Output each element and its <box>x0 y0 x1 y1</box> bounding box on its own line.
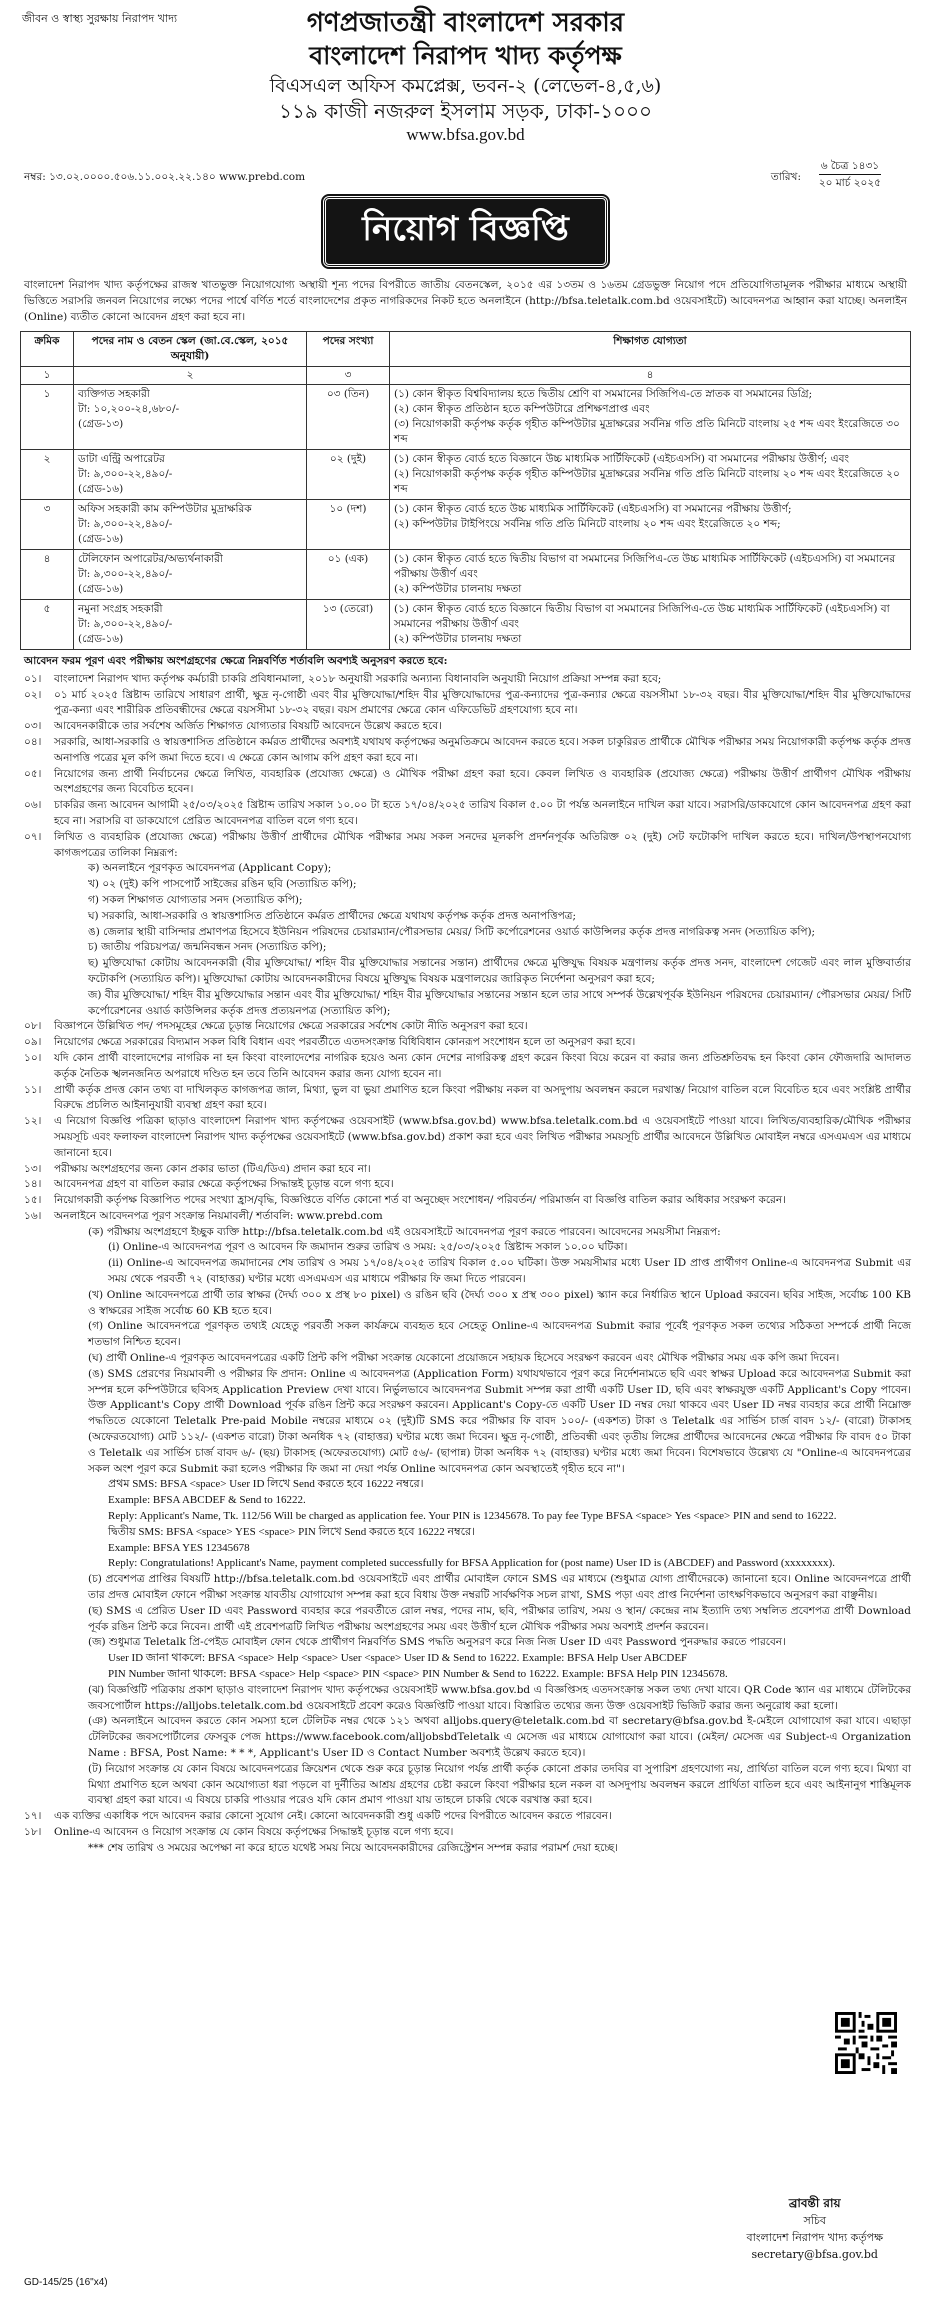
qualification-item: (২) কম্পিউটার চালনায় দক্ষতা <box>394 633 522 645</box>
condition-number <box>20 1604 54 1636</box>
condition-text: Reply: Applicant's Name, Tk. 112/56 Will be charged as application fee. Your PIN is 12345678. To pay fee Type BFSA <space> Yes <space> PIN and send to 16222. <box>108 1510 837 1523</box>
condition-text: (ii) Online-এ আবেদনপত্র জমাদানের শেষ তারিখ ও সময় ১৭/০৪/২০২৫ তারিখ বিকাল ৫.০০ ঘটিকা। উক্ত সময়সীমার মধ্যে User ID প্রাপ্ত প্রার্থীগণ Online-এ আবেদনপত্র Submit এর সময় থেকে পরবর্তী ৭২ (বাহাত্তর) ঘণ্টার মধ্যে এসএমএস এর মাধ্যমে পরীক্ষার ফি জমা দিতে পারবেন। <box>108 1257 911 1286</box>
posts-table <box>20 331 911 650</box>
condition-number: ০৪। <box>24 735 42 748</box>
qr-code[interactable] <box>835 2012 897 2074</box>
qualification-item: (১) কোন স্বীকৃত বোর্ড হতে বিজ্ঞানে দ্বিতীয় বিভাগ বা সমমানের সিজিপিএ-তে উচ্চ মাধ্যমিক সার্টিফিকেট (এইচএসসি) বা সমমানের পরীক্ষায় উত্তীর্ণ এবং <box>394 603 890 630</box>
condition-text: (ঞ) অনলাইনে আবেদন করতে কোন সমস্যা হলে টেলিটক নম্বর থেকে ১২১ অথবা alljobs.query@teletalk.com.bd বা secretary@bfsa.gov.bd ই-মেইলে যোগাযোগ করা যাবে। এছাড়া টেলিটকের জবসপোর্টালের ফেসবুক পেজ https://www.facebook.com/alljobsbdTeletalk এ মেসেজ এর মাধ্যমে যোগাযোগ করা যাবে। (মেইল/ মেসেজ এর Subject-এ Organization Name : BFSA, Post Name: * * *, Applicant's User ID ও Contact Number অবশ্যই উল্লেখ করতে হবে)। <box>88 1715 911 1759</box>
table-header-row <box>21 332 911 367</box>
condition-item <box>20 1351 911 1367</box>
qualification-item: (২) কোন স্বীকৃত প্রতিষ্ঠান হতে কম্পিউটারে প্রশিক্ষণপ্রাপ্ত এবং <box>394 403 650 415</box>
grade: (গ্রেড-১৬) <box>78 583 124 595</box>
condition-text: Reply: Congratulations! Applicant's Name, payment completed successfully for BFSA Application for (post name) User ID is (ABCDEF) and Password (xxxxxxxx). <box>108 1557 835 1570</box>
condition-number <box>20 1351 54 1367</box>
condition-number <box>20 861 54 877</box>
condition-item <box>20 1051 911 1083</box>
condition-item <box>20 1509 911 1525</box>
condition-number <box>20 925 54 941</box>
condition-item <box>20 1683 911 1715</box>
condition-text: (i) Online-এ আবেদনপত্র পূরণ ও আবেদন ফি জমাদান শুরুর তারিখ ও সময়: ২৫/০৩/২০২৫ খ্রিষ্টাব্দ সকাল ১০.০০ ঘটিকা। <box>108 1241 628 1254</box>
condition-item <box>20 798 911 830</box>
condition-item <box>20 1225 911 1241</box>
date-label: তারিখ: <box>770 171 801 183</box>
condition-number: ১১। <box>24 1083 42 1096</box>
condition-number <box>20 1288 54 1320</box>
condition-item <box>20 1209 911 1225</box>
condition-item <box>20 988 911 1020</box>
condition-number <box>20 1556 54 1572</box>
condition-item <box>20 1019 911 1035</box>
qualification-item: (১) কোন স্বীকৃত বোর্ড হতে দ্বিতীয় বিভাগ বা সমমানের সিজিপিএ-তে উচ্চ মাধ্যমিক সার্টিফিকেট (এইচএসসি) বা সমমানের পরীক্ষায় উত্তীর্ণ এবং <box>394 553 896 580</box>
condition-text: (খ) Online আবেদনপত্রে প্রার্থী তার স্বাক্ষর (দৈর্ঘ্য ৩০০ x প্রস্থ ৮০ pixel) ও রঙিন ছবি (দৈর্ঘ্য ৩০০ x প্রস্থ ৩০০ pixel) স্ক্যান করে নির্ধারিত স্থানে Upload করবেন। ছবির সাইজ, সর্বোচ্চ 100 KB ও স্বাক্ষরের সাইজ সর্বোচ্চ 60 KB হতে হবে। <box>88 1288 911 1317</box>
table-row <box>21 385 911 450</box>
qualification-item: (১) কোন স্বীকৃত বোর্ড হতে বিজ্ঞানে উচ্চ মাধ্যমিক সার্টিফিকেট (এইচএসসি) বা সমমানের পরীক্ষায় উত্তীর্ণ; এবং <box>394 453 849 465</box>
condition-item <box>20 1035 911 1051</box>
conditions-list <box>20 672 911 1857</box>
col-num: ৪ <box>390 367 911 385</box>
condition-item <box>20 1825 911 1841</box>
grade: (গ্রেড-১৬) <box>78 633 124 645</box>
condition-text: (গ) Online আবেদনপত্রে পূরণকৃত তথ্যই যেহেতু পরবর্তী সকল কার্যক্রমে ব্যবহৃত হবে সেহেতু Online-এ আবেদনপত্র Submit করার পূর্বেই পূরণকৃত সকল তথ্যের সঠিকতা সম্পর্কে প্রার্থী নিজে শতভাগ নিশ্চিত হবেন। <box>88 1320 911 1349</box>
condition-text: (ঘ) প্রার্থী Online-এ পূরণকৃত আবেদনপত্রের একটি প্রিন্ট কপি পরীক্ষা সংক্রান্ত যেকোনো প্রয়োজনে সহায়ক হিসেবে সংরক্ষণ করবেন এবং মৌখিক পরীক্ষার সময় এক কপি জমা দিবেন। <box>88 1352 840 1365</box>
condition-number: ০২। <box>24 688 42 701</box>
row-serial: ১ <box>21 385 74 450</box>
post-name: টেলিফোন অপারেটর/অভ্যর্থনাকারী <box>78 553 223 565</box>
condition-text: অনলাইনে আবেদনপত্র পূরণ সংক্রান্ত নিয়মাবলী/ শর্তাবলি: www.prebd.com <box>54 1209 383 1222</box>
condition-number: ০১। <box>24 672 42 685</box>
condition-number <box>20 1651 54 1667</box>
header-serial: ক্রমিক <box>21 332 74 367</box>
row-qualification <box>390 500 911 550</box>
gd-code: GD-145/25 (16"x4) <box>24 2277 108 2288</box>
signatory-name: ব্রাবন্তী রায় <box>788 2196 841 2210</box>
address-line-1: বিএসএল অফিস কমপ্লেক্স, ভবন-২ (লেভেল-৪,৫,৬) <box>269 75 662 97</box>
condition-number: ০৮। <box>24 1020 42 1033</box>
row-post <box>74 500 307 550</box>
condition-item <box>20 1114 911 1161</box>
condition-text: (জ) শুধুমাত্র Teletalk প্রি-পেইড মোবাইল ফোন থেকে প্রার্থীগণ নিম্নবর্ণিত SMS পদ্ধতি অনুসরণ করে নিজ নিজ User ID এবং Password পুনরুদ্ধার করতে পারবেন। <box>88 1636 786 1649</box>
row-post <box>74 385 307 450</box>
qualification-item: (২) কম্পিউটার টাইপিংয়ে সর্বনিম্ন গতি প্রতি মিনিটে বাংলায় ২০ শব্দ এবং ইংরেজিতে ২০ শব্দ; <box>394 518 781 530</box>
table-row <box>21 500 911 550</box>
pay-scale: টা: ৯,৩০০-২২,৪৯০/- <box>78 568 173 580</box>
condition-number <box>20 877 54 893</box>
condition-text: নিয়োগকারী কর্তৃপক্ষ বিজ্ঞাপিত পদের সংখ্যা হ্রাস/বৃদ্ধি, বিজ্ঞপ্তিতে বর্ণিত কোনো শর্ত বা অনুচ্ছেদ সংশোধন/ পরিবর্তন/ পরিমার্জন বা বিজ্ঞপ্তি বাতিল করার অধিকার সংরক্ষণ করেন। <box>54 1194 786 1207</box>
row-count: ০৩ (তিন) <box>307 385 390 450</box>
post-name: নমুনা সংগ্রহ সহকারী <box>78 603 163 615</box>
condition-item <box>20 877 911 893</box>
pay-scale: টা: ৯,৩০০-২২,৪৯০/- <box>78 518 173 530</box>
condition-number <box>20 1240 54 1256</box>
header-count: পদের সংখ্যা <box>307 332 390 367</box>
condition-item <box>20 1083 911 1115</box>
reference-row <box>20 152 911 192</box>
condition-text: (চ) প্রবেশপত্র প্রাপ্তির বিষয়টি http://bfsa.teletalk.com.bd ওয়েবসাইটে এবং প্রার্থীর মোবাইল ফোনে SMS এর মাধ্যমে (শুধুমাত্র যোগ্য প্রার্থীদেরকে) জানানো হবে। Online আবেদনপত্রে প্রার্থী তার প্রদত্ত মোবাইল ফোনে পরীক্ষা সংক্রান্ত যাবতীয় যোগাযোগ সম্পন্ন করা হবে বিধায় উক্ত নম্বরটি সার্বক্ষণিক সচল রাখা, SMS পড়া এবং প্রাপ্ত নির্দেশনা তাৎক্ষণিকভাবে অনুসরণ করা বাঞ্ছনীয়। <box>88 1573 911 1602</box>
row-serial: ৫ <box>21 600 74 650</box>
condition-text: যদি কোন প্রার্থী বাংলাদেশের নাগরিক না হন কিংবা বাংলাদেশের নাগরিক হয়েও অন্য কোন দেশের নাগরিকত্ব গ্রহণ করেন কিংবা বিয়ে করেন বা করার জন্য প্রতিশ্রুতিবদ্ধ হন কিংবা কোন ফৌজদারি আদালত কর্তৃক নৈতিক স্খলনজনিত অপরাধে দণ্ডিত হন তবে তিনি আবেদন করার জন্য যোগ্য হবেন না। <box>54 1051 911 1080</box>
condition-text: গ) সকল শিক্ষাগত যোগ্যতার সনদ (সত্যায়িত কপি); <box>88 893 303 906</box>
row-serial: ৩ <box>21 500 74 550</box>
condition-number <box>20 1635 54 1651</box>
notice-title: নিয়োগ বিজ্ঞপ্তি <box>323 196 608 267</box>
condition-item <box>20 1256 911 1288</box>
condition-number <box>20 956 54 988</box>
condition-item <box>20 830 911 862</box>
condition-text: ০১ মার্চ ২০২৫ খ্রিষ্টাব্দ তারিখে সাধারণ প্রার্থী, ক্ষুদ্র নৃ-গোষ্ঠী এবং বীর মুক্তিযোদ্ধা/শহিদ বীর মুক্তিযোদ্ধাদের পুত্র-কন্যাদের পুত্র-কন্যার ক্ষেত্রে বয়সসীমা ১৮-৩২ বছর। বীর মুক্তিযোদ্ধা/শহিদ বীর মুক্তিযোদ্ধাদের পুত্র-কন্যা এবং শারীরিক প্রতিবন্ধীদের ক্ষেত্রে বয়সসীমা ১৮-৩২ বছর। বয়স প্রমাণের ক্ষেত্রে কোন এফিডেভিট গ্রহণযোগ্য হবে না। <box>54 688 911 717</box>
condition-text: (ঝ) বিজ্ঞপ্তিটি পত্রিকায় প্রকাশ ছাড়াও বাংলাদেশ নিরাপদ খাদ্য কর্তৃপক্ষের ওয়েবসাইট www.bfsa.gov.bd এ বিজ্ঞপ্তিসহ এতদসংক্রান্ত সকল তথ্য দেখা যাবে। QR Code স্ক্যান এর মাধ্যমে টেলিটকের জবসপোর্টাল https://alljobs.teletalk.com.bd ওয়েবসাইটে প্রবেশ করেও বিজ্ঞপ্তিটি পাওয়া যাবে। বিস্তারিত তথ্যের জন্য উক্ত ওয়েবসাইট ভিজিট করার জন্য অনুরোধ করা হলো। <box>88 1683 911 1712</box>
condition-number <box>20 1667 54 1683</box>
condition-text: Example: BFSA ABCDEF & Send to 16222. <box>108 1494 306 1507</box>
grade: (গ্রেড-১৬) <box>78 533 124 545</box>
condition-item <box>20 1288 911 1320</box>
row-qualification <box>390 385 911 450</box>
header-qualification: শিক্ষাগত যোগ্যতা <box>390 332 911 367</box>
condition-text: বাংলাদেশ নিরাপদ খাদ্য কর্তৃপক্ষ কর্মচারী চাকরি প্রবিধানমালা, ২০১৮ অনুযায়ী সরকারি অন্যান্য বিধানাবলি অনুযায়ী নিয়োগ প্রক্রিয়া সম্পন্ন করা হবে; <box>54 672 662 685</box>
slogan: জীবন ও স্বাস্থ্য সুরক্ষায় নিরাপদ খাদ্য <box>22 12 178 25</box>
condition-number: ১০। <box>24 1051 42 1064</box>
condition-number <box>20 1256 54 1288</box>
col-num: ৩ <box>307 367 390 385</box>
pay-scale: টা: ১০,২০০-২৪,৬৮০/- <box>78 403 180 415</box>
condition-number <box>20 1367 54 1478</box>
condition-number: ১৮। <box>24 1825 42 1838</box>
condition-text: লিখিত ও ব্যবহারিক (প্রযোজ্য ক্ষেত্রে) পরীক্ষায় উত্তীর্ণ প্রার্থীদের মৌখিক পরীক্ষার সময় সকল সনদের মূলকপি প্রদর্শনপূর্বক অতিরিক্ত ০২ (দুই) সেট ফটোকপি দাখিল করতে হবে। দাখিল/উপস্থাপনযোগ্য কাগজপত্রের তালিকা নিম্নরূপ: <box>54 830 911 859</box>
qualification-item: (১) কোন স্বীকৃত বিশ্ববিদ্যালয় হতে দ্বিতীয় শ্রেণি বা সমমানের সিজিপিএ-তে স্নাতক বা সমমানের ডিগ্রি; <box>394 388 813 400</box>
condition-text: PIN Number জানা থাকলে: BFSA <space> Help <space> PIN <space> PIN Number & Send to 16222. Example: BFSA Help PIN 12345678. <box>108 1668 728 1680</box>
date-english: ২০ মার্চ ২০২৫ <box>818 177 881 189</box>
condition-item <box>20 1651 911 1667</box>
condition-item <box>20 956 911 988</box>
condition-item <box>20 1240 911 1256</box>
condition-number <box>20 1841 54 1857</box>
condition-item <box>20 688 911 720</box>
condition-item <box>20 1572 911 1604</box>
condition-item <box>20 1762 911 1809</box>
condition-item <box>20 909 911 925</box>
condition-item <box>20 1162 911 1178</box>
condition-text: ঙ) জেলার স্থায়ী বাসিন্দার প্রমাণপত্র হিসেবে ইউনিয়ন পরিষদের চেয়ারম্যান/পৌরসভার মেয়র/ সিটি কর্পোরেশনের ওয়ার্ড কাউন্সিলর কর্তৃক প্রদত্ত নাগরিকত্ব সনদ (সত্যায়িত কপি); <box>88 925 816 938</box>
condition-item <box>20 1604 911 1636</box>
condition-item <box>20 1319 911 1351</box>
condition-number <box>20 1493 54 1509</box>
date-bengali: ৬ চৈত্র ১৪৩১ <box>819 158 881 175</box>
grade: (গ্রেড-১৩) <box>78 418 124 430</box>
condition-number <box>20 1319 54 1351</box>
condition-text: পরীক্ষায় অংশগ্রহণের জন্য কোন প্রকার ভাতা (টিএ/ডিএ) প্রদান করা হবে না। <box>54 1162 371 1175</box>
condition-item <box>20 1809 911 1825</box>
condition-item <box>20 893 911 909</box>
title-wrap <box>20 196 911 267</box>
condition-item <box>20 1477 911 1493</box>
condition-number: ১৬। <box>24 1209 42 1222</box>
condition-text: আবেদনপত্র গ্রহণ বা বাতিল করার ক্ষেত্রে কর্তৃপক্ষের সিদ্ধান্তই চূড়ান্ত বলে গণ্য হবে। <box>54 1178 394 1191</box>
post-name: ডাটা এন্ট্রি অপারেটর <box>78 453 165 465</box>
condition-text: (ক) পরীক্ষায় অংশগ্রহণে ইচ্ছুক ব্যক্তি http://bfsa.teletalk.com.bd এই ওয়েবসাইটে আবেদনপত্র পূরণ করতে পারবেন। আবেদনের সময়সীমা নিম্নরূপ: <box>88 1225 721 1238</box>
row-post <box>74 600 307 650</box>
condition-number <box>20 909 54 925</box>
header-post: পদের নাম ও বেতন স্কেল (জা.বে.স্কেল, ২০১৫ অনুযায়ী) <box>74 332 307 367</box>
condition-text: জ) বীর মুক্তিযোদ্ধা/ শহিদ বীর মুক্তিযোদ্ধার সন্তান এবং বীর মুক্তিযোদ্ধা/ শহিদ বীর মুক্তিযোদ্ধার সন্তানের সন্তান হলে তার সাথে সম্পর্ক উল্লেখপূর্বক ইউনিয়ন পরিষদের চেয়ারম্যান/ পৌরসভার মেয়র/ সিটি কর্পোরেশনের ওয়ার্ড কাউন্সিলর কর্তৃক প্রদত্ত প্রত্যয়নপত্র (সত্যায়িত কপি); <box>88 988 911 1017</box>
condition-text: আবেদনকারীকে তার সর্বশেষ অর্জিত শিক্ষাগত যোগ্যতার বিষয়টি আবেদনে উল্লেখ করতে হবে। <box>54 720 442 733</box>
condition-text: বিজ্ঞাপনে উল্লিখিত পদ/ পদসমূহের ক্ষেত্রে চূড়ান্ত নিয়োগের ক্ষেত্রে সরকারের সর্বশেষ কোটা নীতি অনুসরণ করা হবে। <box>54 1020 528 1033</box>
row-count: ০১ (এক) <box>307 550 390 600</box>
table-row <box>21 550 911 600</box>
col-num: ১ <box>21 367 74 385</box>
condition-number <box>20 1541 54 1557</box>
condition-item <box>20 1493 911 1509</box>
table-number-row <box>21 367 911 385</box>
address-line-2: ১১৯ কাজী নজরুল ইসলাম সড়ক, ঢাকা-১০০০ <box>278 99 653 123</box>
condition-item <box>20 925 911 941</box>
condition-item <box>20 1177 911 1193</box>
table-row <box>21 600 911 650</box>
condition-text: (ছ) SMS এ প্রেরিত User ID এবং Password ব্যবহার করে পরবর্তীতে রোল নম্বর, পদের নাম, ছবি, পরীক্ষার তারিখ, সময় ও স্থান/ কেন্দ্রের নাম ইত্যাদি তথ্য সম্বলিত প্রবেশপত্র প্রার্থী Download পূর্বক রঙিন প্রিন্ট করে নিবেন। প্রার্থী এই প্রবেশপত্রটি লিখিত পরীক্ষায় অংশগ্রহণের সময় এবং উত্তীর্ণ হলে মৌখিক পরীক্ষার সময় অবশ্যই প্রদর্শন করবেন। <box>88 1604 911 1633</box>
condition-item <box>20 1556 911 1572</box>
condition-number: ০৯। <box>24 1036 42 1049</box>
row-count: ০২ (দুই) <box>307 450 390 500</box>
signatory-title: সচিব <box>803 2214 826 2227</box>
condition-text: ঘ) সরকারি, আধা-সরকারি ও স্বায়ত্তশাসিত প্রতিষ্ঠানে কর্মরত প্রার্থীদের ক্ষেত্রে যথাযথ কর্তৃপক্ষ কর্তৃক প্রদত্ত অনাপত্তিপত্র; <box>88 909 577 922</box>
condition-item <box>20 1714 911 1761</box>
condition-item <box>20 767 911 799</box>
condition-item <box>20 1667 911 1683</box>
condition-number <box>20 1572 54 1604</box>
post-name: ব্যক্তিগত সহকারী <box>78 388 150 400</box>
pay-scale: টা: ৯,৩০০-২২,৪৯০/- <box>78 468 173 480</box>
condition-item <box>20 735 911 767</box>
condition-text: (ঙ) SMS প্রেরণের নিয়মাবলী ও পরীক্ষার ফি প্রদান: Online এ আবেদনপত্র (Application Form) যথাযথভাবে পূরণ করে নির্দেশনামতে ছবি এবং স্বাক্ষর Upload করে আবেদনপত্র Submit করা সম্পন্ন হলে কম্পিউটারে ছবিসহ Application Preview দেখা যাবে। নির্ভুলভাবে আবেদনপত্র Submit সম্পন্ন করা প্রার্থী একটি User ID, ছবি এবং স্বাক্ষরযুক্ত একটি Applicant's Copy পাবেন। উক্ত Applicant's Copy প্রার্থী Download পূর্বক রঙিন প্রিন্ট করে সংরক্ষণ করবেন। Applicant's Copy-তে একটি User ID নম্বর দেয়া থাকবে এবং User ID নম্বর ব্যবহার করে প্রার্থী নিম্নোক্ত পদ্ধতিতে যেকোনো Teletalk Pre-paid Mobile নম্বরের মাধ্যমে ০২ (দুই)টি SMS করে পরীক্ষার ফি বাবদ ১০০/- (একশত) টাকা ও Teletalk এর সার্ভিস চার্জ বাবদ ১২/- (বারো) টাকাসহ (অফেরতযোগ্য) মোট ১১২/- (একশত বারো) টাকা অনধিক ৭২ (বাহাত্তর) ঘণ্টার মধ্যে জমা দিবেন। ক্ষুদ্র নৃ-গোষ্ঠী, প্রতিবন্ধী এবং তৃতীয় লিঙ্গের প্রার্থীদের আবেদনের ক্ষেত্রে পরীক্ষার ফি বাবদ ৫০ টাকা ও Teletalk এর সার্ভিস চার্জ বাবদ ৬/- (ছয়) টাকাসহ (অফেরতযোগ্য) মোট ৫৬/- (ছাপান্ন) টাকা অনধিক ৭২ (বাহাত্তর) ঘণ্টার মধ্যে জমা দিবেন। বিশেষভাবে উল্লেখ্য যে "Online-এ আবেদনপত্রের সকল অংশ পূরণ করে Submit করা হলেও পরীক্ষার ফি জমা না দেয়া পর্যন্ত Online আবেদনপত্র কোন অবস্থাতেই গৃহীত হবে না"। <box>88 1367 911 1475</box>
condition-text: এক ব্যক্তির একাধিক পদে আবেদন করার কোনো সুযোগ নেই। কোনো আবেদনকারী শুধু একটি পদের বিপরীতে আবেদন করতে পারবেন। <box>54 1810 612 1823</box>
condition-number <box>20 1225 54 1241</box>
qualification-item: (৩) নিয়োগকারী কর্তৃপক্ষ কর্তৃক গৃহীত কম্পিউটার মুদ্রাক্ষরের সর্বনিম্ন গতি প্রতি মিনিটে বাংলায় ২৫ শব্দ এবং ইংরেজিতে ৩০ শব্দ <box>394 418 900 445</box>
condition-text: User ID জানা থাকলে: BFSA <space> Help <space> User <space> User ID & Send to 16222. Example: BFSA Help User ABCDEF <box>108 1652 688 1665</box>
condition-text: ক) অনলাইনে পূরণকৃত আবেদনপত্র (Applicant Copy); <box>88 862 332 875</box>
condition-number <box>20 893 54 909</box>
condition-item <box>20 1367 911 1478</box>
condition-number: ০৭। <box>24 830 42 843</box>
qualification-item: (২) নিয়োগকারী কর্তৃপক্ষ কর্তৃক গৃহীত কম্পিউটার মুদ্রাক্ষরের সর্বনিম্ন গতি প্রতি মিনিটে বাংলায় ২০ শব্দ এবং ইংরেজিতে ২০ শব্দ <box>394 468 900 495</box>
condition-number: ০৫। <box>24 767 42 780</box>
table-body <box>21 385 911 650</box>
condition-item <box>20 672 911 688</box>
condition-number: ০৩। <box>24 720 42 733</box>
qualification-item: (২) কম্পিউটার চালনায় দক্ষতা <box>394 583 522 595</box>
condition-item <box>20 1525 911 1541</box>
condition-text: (ট) নিয়োগ সংক্রান্ত যে কোন বিষয়ে আবেদনপত্রের ক্রিয়েশন থেকে শুরু করে চূড়ান্ত নিয়োগ পর্যন্ত প্রার্থী কর্তৃক কোনো প্রকার তদবির বা সুপারিশ গ্রহণযোগ্য নয়, প্রার্থিতা বাতিল বলে গণ্য হবে। মিথ্যা বা মিথ্যা প্রমাণিত হলে অথবা কোন অযোগ্যতা ধরা পড়লে বা দুর্নীতির আশ্রয় গ্রহণের চেষ্টা করলে কিংবা পরীক্ষার হলে নকল বা অসদুপায় অবলম্বন করলে প্রার্থিতা বাতিল হবে এবং আইনানুগ শাস্তিমূলক ব্যবস্থা গ্রহণ করা যাবে। এ বিষয়ে চাকরি পাওয়ার পরেও যদি কোন প্রমাণ পাওয়া যায় তাহলে চাকরি থেকে বরখাস্ত করা হবে। <box>88 1762 911 1807</box>
org-title: বাংলাদেশ নিরাপদ খাদ্য কর্তৃপক্ষ <box>309 41 622 70</box>
condition-number <box>20 1714 54 1761</box>
condition-text: Example: BFSA YES 12345678 <box>108 1541 250 1554</box>
condition-number: ১৪। <box>24 1178 42 1191</box>
condition-text: সরকারি, আধা-সরকারি ও স্বায়ত্তশাসিত প্রতিষ্ঠানে কর্মরত প্রার্থীদের অবশ্যই যথাযথ কর্তৃপক্ষের অনুমতিক্রমে আবেদন করতে হবে। সকল চাকুরিরত প্রার্থীকে মৌখিক পরীক্ষার সময় নিয়োগকারী কর্তৃপক্ষ কর্তৃক প্রদত্ত অনাপত্তি পত্রের মূল কপি জমা দিতে হবে। এ ক্ষেত্রে কোন আগাম কপি গ্রহণ করা হবে না। <box>54 735 911 764</box>
condition-item <box>20 719 911 735</box>
condition-item <box>20 1541 911 1557</box>
row-serial: ২ <box>21 450 74 500</box>
conditions-heading: আবেদন ফরম পূরণ এবং পরীক্ষায় অংশগ্রহণের ক্ষেত্রে নিম্নবর্ণিত শর্তাবলি অবশ্যই অনুসরণ করতে হবে: <box>24 655 448 667</box>
row-post <box>74 550 307 600</box>
condition-text: Online-এ আবেদন ও নিয়োগ সংক্রান্ত যে কোন বিষয়ে কর্তৃপক্ষের সিদ্ধান্তই চূড়ান্ত বলে গণ্য হবে। <box>54 1825 454 1838</box>
condition-text: দ্বিতীয় SMS: BFSA <space> YES <space> PIN লিখে Send করতে হবে 16222 নম্বরে। <box>108 1525 475 1538</box>
pay-scale: টা: ৯,৩০০-২২,৪৯০/- <box>78 618 173 630</box>
govt-title: গণপ্রজাতন্ত্রী বাংলাদেশ সরকার <box>306 8 625 38</box>
condition-text: খ) ০২ (দুই) কপি পাসপোর্ট সাইজের রঙিন ছবি (সত্যায়িত কপি); <box>88 878 357 891</box>
intro-paragraph: বাংলাদেশ নিরাপদ খাদ্য কর্তৃপক্ষের রাজস্ব খাতভুক্ত নিয়োগযোগ্য অস্থায়ী শূন্য পদের বিপরীতে জাতীয় বেতনস্কেল, ২০১৫ এর ১৩তম ও ১৬তম গ্রেডভুক্ত নিয়োগ পদে প্রতিযোগিতামূলক পরীক্ষার মাধ্যমে অস্থায়ী ভিত্তিতে সরাসরি জনবল নিয়োগের লক্ষ্যে পদের পার্শ্বে বর্ণিত শর্তে বাংলাদেশের প্রকৃত নাগরিকদের নিকট হতে অনলাইনে (http://bfsa.teletalk.com.bd ওয়েবসাইটে) আবেদনপত্র আহ্বান করা যাচ্ছে। অনলাইন (Online) ব্যতীত কোনো আবেদন গ্রহণ করা হবে না। <box>24 279 907 323</box>
condition-number: ১৩। <box>24 1162 42 1175</box>
condition-text: *** শেষ তারিখ ও সময়ের অপেক্ষা না করে হাতে যথেষ্ট সময় নিয়ে আবেদনকারীদের রেজিস্ট্রেশন সম্পন্ন করার পরামর্শ দেয়া হচ্ছে। <box>88 1841 618 1854</box>
col-num: ২ <box>74 367 307 385</box>
row-post <box>74 450 307 500</box>
condition-number <box>20 940 54 956</box>
row-count: ১০ (দশ) <box>307 500 390 550</box>
condition-number <box>20 1477 54 1493</box>
condition-number: ০৬। <box>24 799 42 812</box>
table-row <box>21 450 911 500</box>
condition-number: ১৫। <box>24 1194 42 1207</box>
post-name: অফিস সহকারী কাম কম্পিউটার মুদ্রাক্ষরিক <box>78 503 252 515</box>
signatory-org: বাংলাদেশ নিরাপদ খাদ্য কর্তৃপক্ষ <box>746 2231 883 2244</box>
website[interactable]: www.bfsa.gov.bd <box>406 125 525 144</box>
condition-text: চ) জাতীয় পরিচয়পত্র/ জন্মনিবন্ধন সনদ (সত্যায়িত কপি); <box>88 941 327 954</box>
row-qualification <box>390 450 911 500</box>
row-qualification <box>390 600 911 650</box>
condition-number: ১৭। <box>24 1810 42 1823</box>
date-block <box>819 158 881 191</box>
grade: (গ্রেড-১৬) <box>78 483 124 495</box>
condition-text: প্রার্থী কর্তৃক প্রদত্ত কোন তথ্য বা দাখিলকৃত কাগজপত্র জাল, মিথ্যা, ভুল বা ভুয়া প্রমাণিত হলে কিংবা পরীক্ষায় নকল বা অসদুপায় অবলম্বন করলে দরখাস্ত/ নিয়োগ বাতিল বলে বিবেচিত হবে এবং সংশ্লিষ্ট প্রার্থীর বিরুদ্ধে প্রচলিত আইনানুযায়ী ব্যবস্থা গ্রহণ করা হবে। <box>54 1083 911 1112</box>
condition-text: নিয়োগের জন্য প্রার্থী নির্বাচনের ক্ষেত্রে লিখিত, ব্যবহারিক (প্রযোজ্য ক্ষেত্রে) ও মৌখিক পরীক্ষা গ্রহণ করা হবে। কেবল লিখিত ও ব্যবহারিক (প্রযোজ্য ক্ষেত্রে) পরীক্ষায় উত্তীর্ণ প্রার্থীগণ মৌখিক পরীক্ষায় অংশগ্রহণের জন্য বিবেচিত হবেন। <box>54 767 911 796</box>
qualification-item: (১) কোন স্বীকৃত বোর্ড হতে উচ্চ মাধ্যমিক সার্টিফিকেট (এইচএসসি) বা সমমানের পরীক্ষায় উত্তীর্ণ; <box>394 503 792 515</box>
condition-text: প্রথম SMS: BFSA <space> User ID লিখে Send করতে হবে 16222 নম্বরে। <box>108 1478 424 1491</box>
condition-item <box>20 861 911 877</box>
condition-item <box>20 1635 911 1651</box>
condition-text: নিয়োগের ক্ষেত্রে সরকারের বিদ্যমান সকল বিধি বিধান এবং পরবর্তীতে এতদসংক্রান্ত বিধিবিধান কোনরূপ সংশোধন হলে তা অনুসরণ করা হবে। <box>54 1036 636 1049</box>
condition-text: ছ) মুক্তিযোদ্ধা কোটায় আবেদনকারী (বীর মুক্তিযোদ্ধা/ শহিদ বীর মুক্তিযোদ্ধার সন্তানের সন্তান) প্রার্থীদের ক্ষেত্রে মুক্তিযুদ্ধ বিষয়ক মন্ত্রণালয় কর্তৃক প্রদত্ত সনদ, বাংলাদেশ গেজেট এবং লাল মুক্তিবার্তার ফটোকপি (সত্যায়িত কপি)। মুক্তিযোদ্ধা কোটায় আবেদনকারীদের বিষয়ে মুক্তিযুদ্ধ বিষয়ক মন্ত্রণালয়ের জারিকৃত নির্দেশনা অনুসরণ করা হবে; <box>88 957 911 985</box>
row-count: ১৩ (তেরো) <box>307 600 390 650</box>
condition-number <box>20 1683 54 1715</box>
signature-block <box>746 2195 883 2263</box>
condition-item <box>20 940 911 956</box>
condition-item <box>20 1193 911 1209</box>
row-serial: ৪ <box>21 550 74 600</box>
condition-text: এ নিয়োগ বিজ্ঞপ্তি পত্রিকা ছাড়াও বাংলাদেশ নিরাপদ খাদ্য কর্তৃপক্ষের ওয়েবসাইট (www.bfsa.gov.bd) www.bfsa.teletalk.com.bd এ ওয়েবসাইটে পাওয়া যাবে। লিখিত/ব্যবহারিক/মৌখিক পরীক্ষার সময়সূচি এবং ফলাফল বাংলাদেশ নিরাপদ খাদ্য কর্তৃপক্ষের ওয়েবসাইটে (www.bfsa.gov.bd) প্রকাশ করা হবে এবং লিখিত পরীক্ষার সময়সূচি প্রার্থীর আবেদনে উল্লিখিত মোবাইল নম্বরে এসএমএস এর মাধ্যমে জানানো হবে। <box>54 1115 911 1159</box>
condition-number <box>20 988 54 1020</box>
conditions-section <box>20 654 911 1857</box>
memo-number: নম্বর: ১৩.০২.০০০০.৫০৬.১১.০০২.২২.১৪০ www.prebd.com <box>24 171 306 183</box>
condition-number <box>20 1525 54 1541</box>
condition-text: চাকরির জন্য আবেদন আগামী ২৫/০৩/২০২৫ খ্রিষ্টাব্দ তারিখ সকাল ১০.০০ টা হতে ১৭/০৪/২০২৫ তারিখ বিকাল ৫.০০ টা পর্যন্ত অনলাইনে দাখিল করা যাবে। সরাসরি/ডাকযোগে কোন আবেদনপত্র গ্রহণ করা হবে না। সরাসরি বা ডাকযোগে প্রেরিত আবেদনপত্র বাতিল বলে গণ্য হবে। <box>54 799 911 827</box>
signatory-email[interactable]: secretary@bfsa.gov.bd <box>751 2248 878 2261</box>
condition-number <box>20 1509 54 1525</box>
condition-item <box>20 1841 911 1857</box>
row-qualification <box>390 550 911 600</box>
condition-number: ১২। <box>24 1115 42 1128</box>
condition-number <box>20 1762 54 1809</box>
